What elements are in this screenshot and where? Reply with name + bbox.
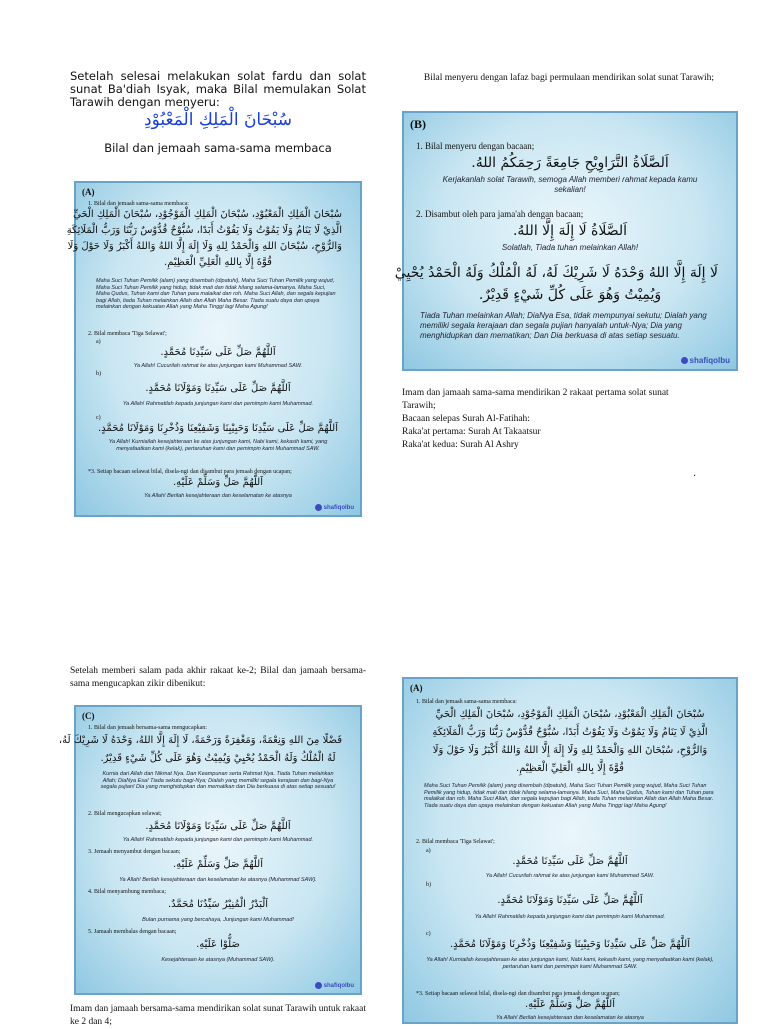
panel-label: (A) xyxy=(410,683,423,693)
after-salam-paragraph: Setelah memberi salam pada akhir rakaat ke-2; Bilal dan jamaah bersama-sama mengucapkan zikir dibenikut: xyxy=(70,666,366,689)
info-line: Bacaan selepas Surah Al-Fatihah: xyxy=(402,414,530,424)
panel-a xyxy=(66,181,362,517)
logo-dot-icon xyxy=(681,357,688,364)
rakaat-3-4-paragraph: Imam dan jamaah bersama-sama mendirikan solat sunat Tarawih untuk rakaat ke 2 dan 4; xyxy=(70,1004,366,1027)
arabic-line: اَللَّهُمَّ صَلِّ وَسَلِّمْ عَلَيْهِ. xyxy=(524,999,615,1010)
arabic-line: لَهُ الْمُلْكُ وَلَهُ الْحَمْدُ يُحْيِيْ وَيُمِيْتُ وَهُوَ عَلَى كُلِّ شَيْءٍ قَدِيْرٌ. xyxy=(100,753,336,764)
translation: Kesejahteraan ke atasnya (Muhammad SAW). xyxy=(161,957,275,963)
item-letter: c) xyxy=(426,931,431,937)
arabic-line: قُوَّةَ إِلَّا بِاللهِ الْعَلِيِّ الْعَظِيْمِ. xyxy=(164,257,272,268)
arabic-line: اَللَّهُمَّ صَلِّ عَلَى سَيِّدِنَا وَحَبِيْبِنَا وَشَفِيْعِنَا وَذُخْرِنَا وَمَوْلَانَا مُحَمَّدٍ. xyxy=(98,423,338,434)
item-letter: a) xyxy=(96,339,101,345)
note-text: *3. Setiap bacaan selawat bilal, disela-ngi dan disambut para jemaah dengan ucapan; xyxy=(416,991,620,997)
bilal-jemaah-caption: Bilal dan jemaah sama-sama membaca xyxy=(104,141,332,155)
arabic-line: اَللَّهُمَّ صَلِّ وَسَلِّمْ عَلَيْهِ. xyxy=(172,477,263,488)
item-text: 2. Bilal membaca 'Tiga Selawat'; xyxy=(88,331,167,337)
translation: Tiada Tuhan melainkan Allah; DiaNya Esa, tidak mempunyai sekutu; Dialah yang memiliki segala kerajaan dan segala pujian hanyalah untuk-Nya; Dia yang menghidupkan dan mematikan; Dan Dia berkuasa di atas setiap sesuatu. xyxy=(420,311,707,340)
note-text: *3. Setiap bacaan selawat bilal, disela-ngi dan disambut para jemaah dengan ucapan; xyxy=(88,469,292,475)
translation: Ya Allah! Rahmatilah kepada junjungan kami dan pemimpin kami Muhammad. xyxy=(474,914,666,920)
translation: Ya Allah! Berilah kesejahteraan dan keselamatan ke atasnya xyxy=(496,1015,644,1021)
rakaat-info xyxy=(402,387,698,452)
arabic-call-phrase: سُبْحَانَ الْمَلِكِ الْمَعْبُوْدِ xyxy=(144,110,292,130)
arabic-line: وَالرُّوْحِ، سُبْحَانَ اللهِ وَالْحَمْدُ لِلهِ وَلَا إِلَهَ إِلَّا اللهُ وَاللهُ أَكْبَرُ وَلَا حَوْلَ وَلَا xyxy=(432,745,708,756)
panel-label: (B) xyxy=(410,117,426,131)
translation: Ya Allah! Rahmatilah kepada junjungan kami dan pemimpin kami Muhammad. xyxy=(122,837,314,843)
right-heading: Bilal menyeru dengan lafaz bagi permulaan mendirikan solat sunat Tarawih; xyxy=(423,73,715,83)
arabic-line: قُوَّةَ إِلَّا بِاللهِ الْعَلِيِّ الْعَظِيْمِ. xyxy=(516,763,624,774)
arabic-line: اَللَّهُمَّ صَلِّ عَلَى سَيِّدِنَا وَمَوْلَانَا مُحَمَّدٍ. xyxy=(497,895,643,906)
arabic-line: اَللَّهُمَّ صَلِّ عَلَى سَيِّدِنَا مُحَمَّدٍ. xyxy=(160,347,276,358)
arabic-line: سُبْحَانَ الْمَلِكِ الْمَعْبُوْدِ، سُبْحَانَ الْمَلِكِ الْمَوْجُوْدِ، سُبْحَانَ الْمَلِكِ الْحَيِّ xyxy=(73,209,342,220)
arabic-line: وَالرُّوْحِ، سُبْحَانَ اللهِ وَالْحَمْدُ لِلهِ وَلَا إِلَهَ إِلَّا اللهُ وَاللهُ أَكْبَرُ وَلَا حَوْلَ وَلَا xyxy=(67,241,342,252)
shafiqolbu-logo: shafiqolbu xyxy=(315,982,354,989)
translation: Ya Allah! Cucurilah rahmat ke atas junjungan kami Muhammad SAW. xyxy=(485,873,655,879)
item-text: 4. Bilal menyambung membaca; xyxy=(88,889,166,895)
translation: Maha Suci Tuhan Pemilik (alam) yang disembah (dipatuhi), Maha Suci Tuhan Pemilik yang wujud, Maha Suci Tuhan Pemilik yang hidup, tidak mati dan tidak hilang selama-lamanya. Maha Suci, Maha Qudus, Tuhan kami dan Tuhan para malaikat dan roh. Maha Suci Allah, dan segala kepujian bagi Allah, tiada Tuhan melainkan Allah dan Allah Maha Besar. Tiada suatu daya dan upaya melainkan dengan kekuatan Allah yang Maha Tinggi lagi Maha Agung! xyxy=(424,783,714,809)
arabic-line: لَا إِلَهَ إِلَّا اللهُ وَحْدَهُ لَا شَرِيْكَ لَهُ، لَهُ الْمُلْكُ وَلَهُ الْحَمْدُ يُحْيِيْ xyxy=(394,265,718,281)
arabic-line: اَللَّهُمَّ صَلِّ عَلَى سَيِّدِنَا وَمَوْلَانَا مُحَمَّدٍ. xyxy=(145,383,291,394)
arabic-line: اَللَّهُمَّ صَلِّ عَلَى سَيِّدِنَا مُحَمَّدٍ. xyxy=(512,856,628,867)
info-line: Raka'at kedua: Surah Al Ashry xyxy=(402,440,519,450)
translation: Maha Suci Tuhan Pemilik (alam) yang disembah (dipatuhi), Maha Suci Tuhan Pemilik yang wujud, Maha Suci Tuhan Pemilik yang hidup, tidak mati dan tidak hilang selama-lamanya. Maha Suci, Maha Qudus, Tuhan kami dan Tuhan para malaikat dan roh. Maha Suci Allah, dan segala kepujian bagi Allah, tiada Tuhan melainkan Allah dan Allah Maha Besar. Tiada suatu daya dan upaya melainkan dengan kekuatan Allah yang Maha Tinggi lagi Maha Agung! xyxy=(96,278,336,310)
arabic-line: اَللَّهُمَّ صَلِّ عَلَى سَيِّدِنَا وَمَوْلَانَا مُحَمَّدٍ. xyxy=(145,821,291,832)
shafiqolbu-logo: shafiqolbu xyxy=(681,356,730,365)
panel-b xyxy=(394,111,738,371)
translation: Ya Allah! Berilah kesejahteraan dan keselamatan ke atasnya xyxy=(144,493,292,499)
item-text: 5. Jamaah membalas dengan bacaan; xyxy=(88,929,177,935)
arabic-line: اَلصَّلَاةُ لَا إِلَهَ إِلَّا اللهُ. xyxy=(512,223,628,239)
item-text: 1. Bilal menyeru dengan bacaan; xyxy=(416,141,535,151)
logo-dot-icon xyxy=(315,982,322,989)
item-letter: c) xyxy=(96,415,101,421)
intro-paragraph: Setelah selesai melakukan solat fardu dan solat sunat Ba'diah Isyak, maka Bilal memulakan Solat Tarawih dengan menyeru: xyxy=(70,69,366,109)
item-text: 2. Disambut oleh para jama'ah dengan bacaan; xyxy=(416,209,584,219)
panel-a-repeat xyxy=(402,677,738,1024)
arabic-line: صَلُّوْا عَلَيْهِ. xyxy=(196,939,240,950)
translation: Ya Allah! Rahmatilah kepada junjungan kami dan pemimpin kami Muhammad. xyxy=(122,401,314,407)
panel-c xyxy=(58,705,362,995)
arabic-line: وَيُمِيْتُ وَهُوَ عَلَى كُلِّ شَيْءٍ قَدِيْرٌ. xyxy=(478,287,662,303)
stray-dot: . xyxy=(693,468,697,479)
shafiqolbu-logo: shafiqolbu xyxy=(315,504,354,511)
translation: Solatlah, Tiada tuhan melainkan Allah! xyxy=(501,243,639,252)
item-letter: b) xyxy=(96,371,101,377)
item-text: 1. Bilal dan jemaah sama-sama membaca: xyxy=(88,201,189,207)
arabic-line: اَللَّهُمَّ صَلِّ وَسَلِّمْ عَلَيْهِ. xyxy=(172,859,263,870)
translation: Ya Allah! Cucurilah rahmat ke atas junjungan kami Muhammad SAW. xyxy=(133,363,303,369)
translation: Ya Allah! Berilah kesejahteraan dan keselamatan ke atasnya (Muhammad SAW). xyxy=(119,877,317,883)
arabic-line: سُبْحَانَ الْمَلِكِ الْمَعْبُوْدِ، سُبْحَانَ الْمَلِكِ الْمَوْجُوْدِ، سُبْحَانَ الْمَلِكِ الْحَيِّ xyxy=(435,709,705,720)
item-text: 2. Bilal mengucapkan selawat; xyxy=(88,811,162,817)
arabic-line: الَّذِيْ لَا يَنَامُ وَلَا يَمُوْتُ وَلَا يَفُوْتُ أَبَدًا، سُبُّوْحٌ قُدُّوْسٌ رَبُّنَا وَرَبُّ الْمَلَائِكَةِ xyxy=(432,727,708,738)
translation: Kurnia dari Allah dan Nikmat Nya. Dan Keampunan serta Rahmat Nya. Tiada Tuhan melainkan Allah; DiaNya Esa! Tiada sekutu bagi-Nya; Dialah yang memiliki segala kerajaan dan bagi-Nya segala pujian! Dia yang menghidupkan dan mematikan dan Dia berkuasa di atas setiap sesuatu! xyxy=(100,771,336,790)
item-text: 1. Bilal dan jemaah sama-sama membaca: xyxy=(416,699,517,705)
info-line: Raka'at pertama: Surah At Takaatsur xyxy=(402,427,541,437)
item-letter: a) xyxy=(426,848,431,854)
panel-label: (C) xyxy=(82,711,95,721)
item-text: 2. Bilal membaca 'Tiga Selawat'; xyxy=(416,839,495,845)
translation: Ya Allah! Kurniailah kesejahteraan ke atas junjungan kami, Nabi kami, kekasih kami, yang menyafaatkan kami (kelak), pertaruhan kami dan pemimpin kami Muhammad SAW. xyxy=(426,957,714,970)
arabic-line: اَلْبَدْرُ الْمُنِيْرُ سَيِّدُنَا مُحَمَّدٌ. xyxy=(167,899,269,910)
translation: Ya Allah! Kurniailah kesejahteraan ke atas junjungan kami, Nabi kami, kekasih kami, yang menyafaatkan kami (kelak), pertaruhan kami dan pemimpin kami Muhammad SAW. xyxy=(108,439,328,452)
item-text: 3. Jemaah menyambut dengan bacaan; xyxy=(88,849,181,855)
arabic-line: فَضْلًا مِنَ اللهِ وَنِعْمَةً، وَمَغْفِرَةً وَرَحْمَةً، لَا إِلَهَ إِلَّا اللهُ، وَحْدَهُ لَا شَرِيْكَ لَهُ، xyxy=(58,735,342,746)
panel-label: (A) xyxy=(82,187,95,197)
arabic-line: الَّذِيْ لَا يَنَامُ وَلَا يَمُوْتُ وَلَا يَفُوْتُ أَبَدًا، سُبُّوْحٌ قُدُّوْسٌ رَبُّنَا وَرَبُّ الْمَلَائِكَةِ xyxy=(66,225,342,236)
info-line: Imam dan jamaah sama-sama mendirikan 2 rakaat pertama solat sunat Tarawih; xyxy=(402,388,669,411)
logo-dot-icon xyxy=(315,504,322,511)
item-text: 1. Bilal dan jemaah bersama-sama mengucapkan: xyxy=(88,725,207,731)
translation: Bulan purnama yang bercahaya, Junjungan kami Muhammad! xyxy=(142,917,294,923)
translation: Kerjakanlah solat Tarawih, semoga Allah memberi rahmat kepada kamu sekalian! xyxy=(442,175,698,194)
item-letter: b) xyxy=(426,882,431,888)
arabic-line: اَللَّهُمَّ صَلِّ عَلَى سَيِّدِنَا وَحَبِيْبِنَا وَشَفِيْعِنَا وَذُخْرِنَا وَمَوْلَانَا مُحَمَّدٍ. xyxy=(450,939,690,950)
arabic-line: اَلصَّلَاةُ التَّرَاوِيْحِ جَامِعَةً رَحِمَكُمُ اللهُ. xyxy=(471,155,669,171)
